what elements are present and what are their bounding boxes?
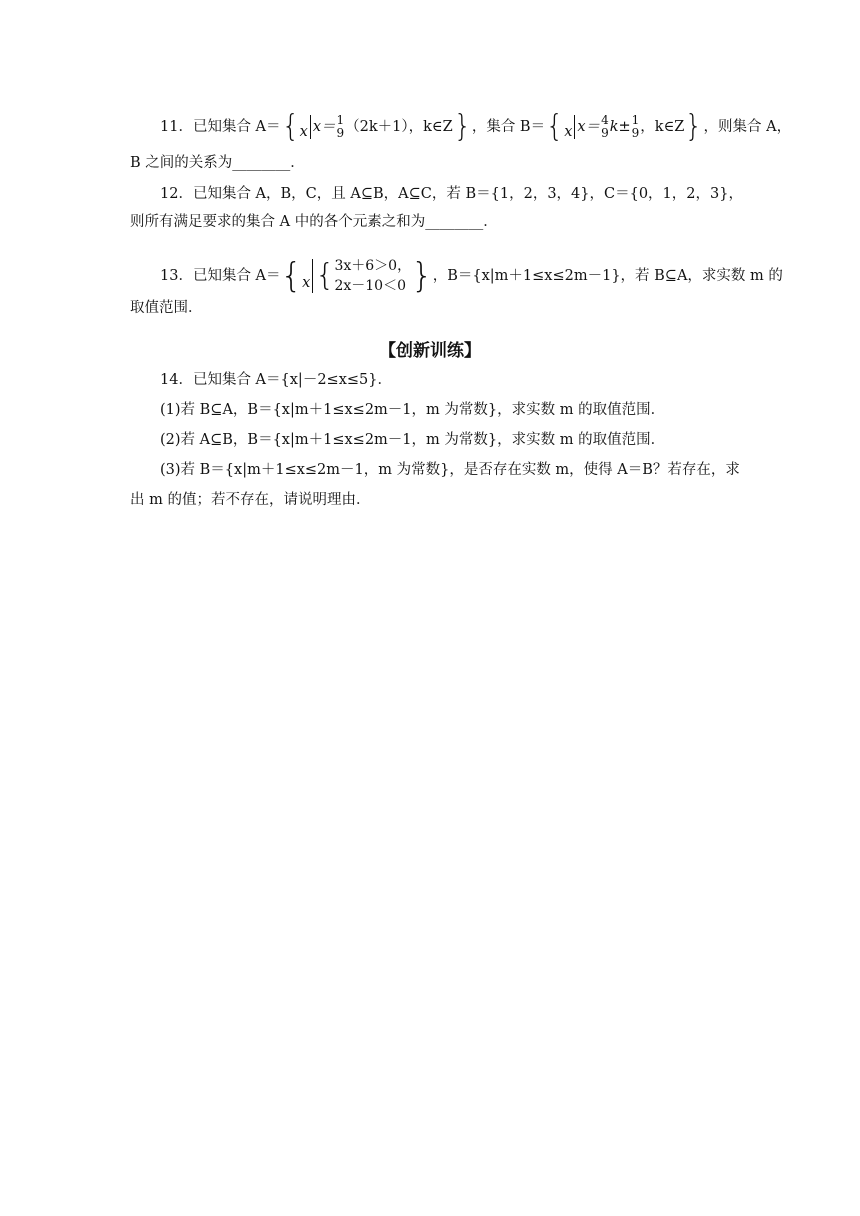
question-14-stem: 14．已知集合 A＝{x|－2≤x≤5}． [160, 372, 392, 388]
question-14-part-3-line-2: 出 m 的值；若不存在，请说明理由． [130, 492, 371, 508]
set-b-variable: x [564, 124, 573, 140]
right-brace: } [453, 109, 471, 144]
frac-numerator: 1 [631, 113, 640, 127]
section-title: 【创新训练】 [379, 341, 481, 361]
set-a-eq: x＝ [312, 119, 336, 135]
right-brace: } [685, 109, 703, 144]
set-b-eq: x＝ [577, 119, 601, 135]
set-bar [574, 115, 575, 139]
q11-suffix: ，则集合 A， [703, 119, 792, 135]
question-14-part-1: (1)若 B⊆A，B＝{x|m＋1≤x≤2m－1，m 为常数}，求实数 m 的取值范围． [160, 402, 666, 418]
frac-denominator: 9 [336, 126, 345, 140]
set-a-expression [281, 109, 472, 144]
frac-numerator: 1 [336, 113, 345, 127]
inequality-system [334, 256, 411, 296]
set-bar [312, 259, 313, 293]
q11-mid: ，集合 B＝ [471, 119, 546, 135]
q13-prefix: 13．已知集合 A＝ [160, 268, 281, 284]
left-brace: { [546, 109, 564, 144]
q11-prefix: 11．已知集合 A＝ [160, 119, 281, 135]
set-b-k: k± [609, 119, 631, 135]
system-brace: { [315, 258, 335, 293]
question-14-part-3-line-1: (3)若 B＝{x|m＋1≤x≤2m－1，m 为常数}，是否存在实数 m，使得 A＝B？若存在，求 [160, 462, 740, 478]
fraction-4-9 [601, 114, 609, 140]
set-a-variable: x [299, 124, 308, 140]
fraction-1-9 [337, 114, 345, 140]
right-brace: } [411, 256, 433, 296]
inequality-1: 3x＋6＞0， [334, 258, 412, 274]
inequality-2: 2x－10＜0 [334, 278, 406, 294]
left-brace: { [281, 109, 299, 144]
question-13-line-1 [160, 256, 783, 296]
frac-denominator: 9 [601, 126, 609, 140]
q13-suffix: ，B＝{x|m＋1≤x≤2m－1}，若 B⊆A，求实数 m 的 [432, 268, 783, 284]
set-variable: x [302, 275, 311, 291]
question-13-line-2: 取值范围． [130, 300, 203, 316]
question-12-line-2: 则所有满足要求的集合 A 中的各个元素之和为________． [130, 214, 498, 230]
question-11-line-1 [160, 109, 792, 144]
set-a-rest: （2k＋1），k∈Z [345, 119, 453, 135]
left-brace: { [280, 256, 303, 296]
question-11-line-2: B 之间的关系为________． [130, 155, 305, 171]
frac-numerator: 4 [601, 113, 609, 127]
frac-denominator: 9 [631, 126, 640, 140]
set-b-expression [545, 109, 703, 144]
fraction-1-9 [632, 114, 640, 140]
question-12-line-1: 12．已知集合 A，B，C，且 A⊆B，A⊆C，若 B＝{1，2，3，4}，C＝{0，1，2，3}， [160, 186, 743, 202]
set-b-rest: ，k∈Z [640, 119, 685, 135]
set-bar [310, 115, 311, 139]
question-14-part-2: (2)若 A⊆B，B＝{x|m＋1≤x≤2m－1，m 为常数}，求实数 m 的取值范围． [160, 432, 666, 448]
set-a-inequality-system [281, 256, 433, 296]
